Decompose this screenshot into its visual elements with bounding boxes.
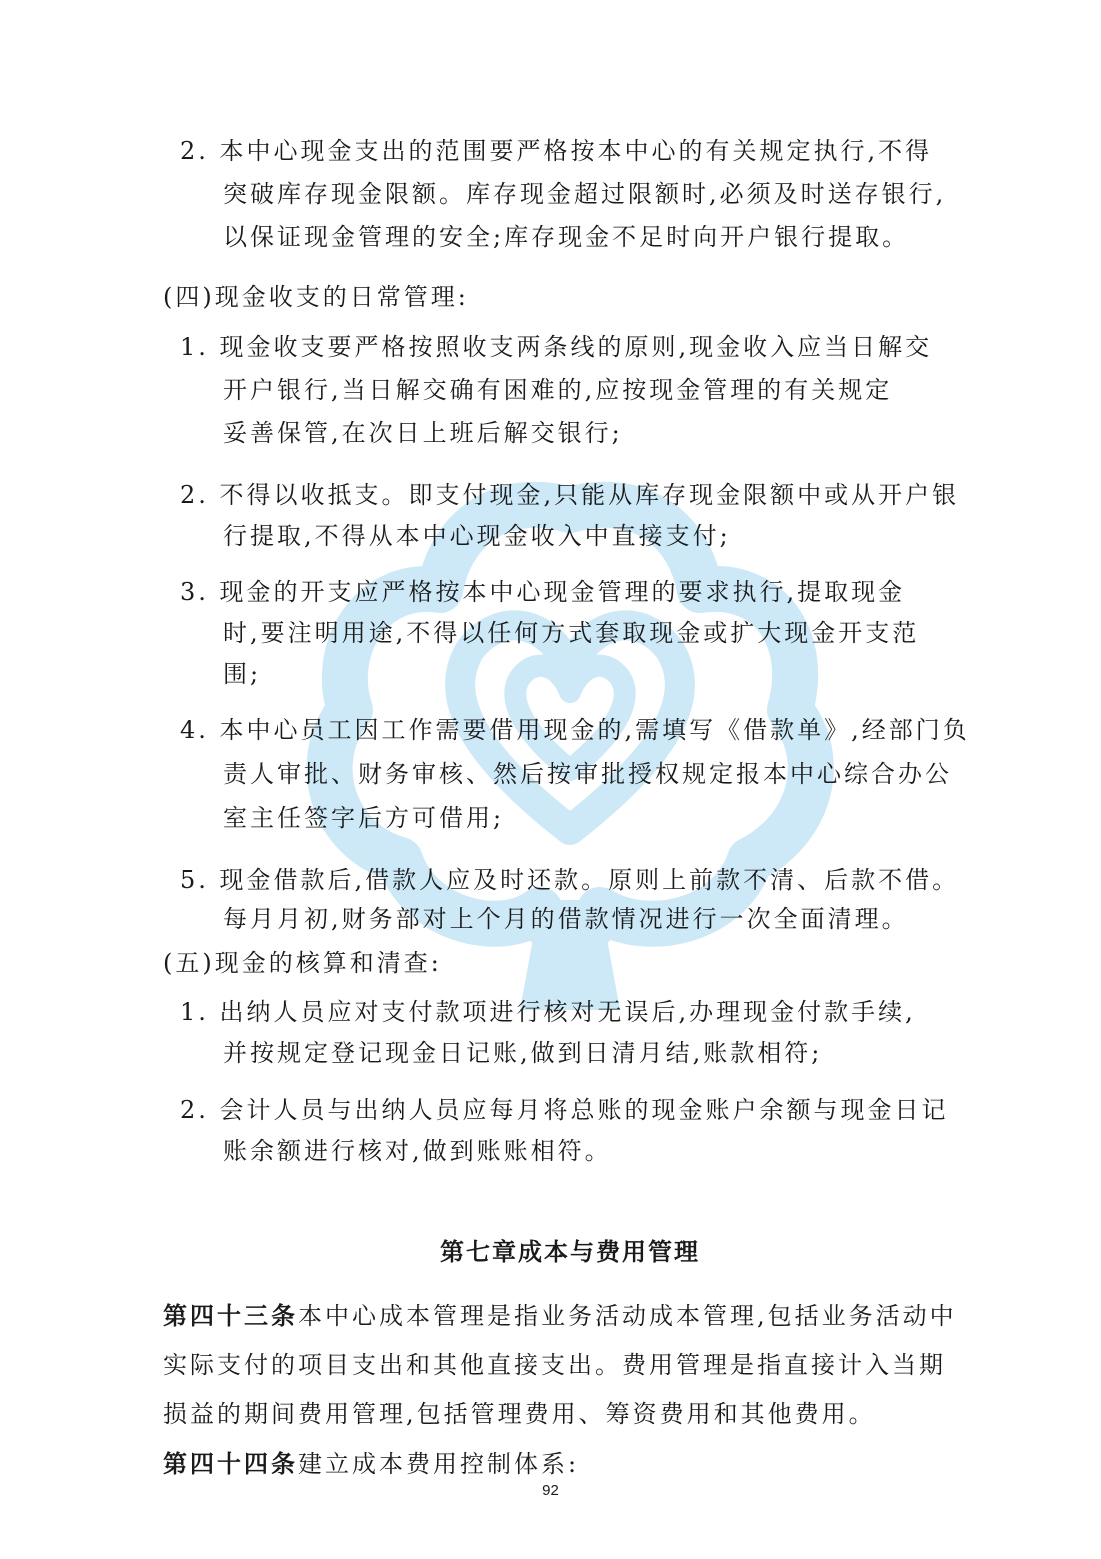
- article-43-line-2: 实际支付的项目支出和其他直接支出。费用管理是指直接计入当期: [163, 1351, 946, 1379]
- daily-item-2-line-2: 行提取,不得从本中心现金收入中直接支付;: [223, 522, 731, 550]
- daily-item-1-line-2: 开户银行,当日解交确有困难的,应按现金管理的有关规定: [223, 376, 893, 404]
- daily-item-1-line-1: 1. 现金收支要严格按照收支两条线的原则,现金收入应当日解交: [180, 333, 933, 361]
- page-number: 92: [542, 1482, 559, 1499]
- check-item-2-line-2: 账余额进行核对,做到账账相符。: [223, 1137, 612, 1165]
- check-item-1-line-2: 并按规定登记现金日记账,做到日清月结,账款相符;: [223, 1039, 823, 1067]
- daily-item-4-line-3: 室主任签字后方可借用;: [223, 804, 505, 832]
- daily-item-5-line-2: 每月月初,财务部对上个月的借款情况进行一次全面清理。: [223, 905, 909, 933]
- article-44-line-1: [163, 1449, 579, 1479]
- daily-item-2-line-1: 2. 不得以收抵支。即支付现金,只能从库存现金限额中或从开户银: [180, 481, 960, 509]
- daily-item-5-line-1: 5. 现金借款后,借款人应及时还款。原则上前款不清、后款不借。: [180, 866, 960, 894]
- article-43-label: 第四十三条: [163, 1301, 298, 1330]
- daily-item-1-line-3: 妥善保管,在次日上班后解交银行;: [223, 419, 623, 447]
- section-4-heading: (四)现金收支的日常管理:: [163, 283, 469, 311]
- article-43-text: 本中心成本管理是指业务活动成本管理,包括业务活动中: [298, 1302, 957, 1330]
- check-item-1-line-1: 1. 出纳人员应对支付款项进行核对无误后,办理现金付款手续,: [180, 998, 916, 1026]
- article-43-line-3: 损益的期间费用管理,包括管理费用、筹资费用和其他费用。: [163, 1400, 876, 1428]
- chapter-title: 第七章成本与费用管理: [440, 1237, 700, 1266]
- cash-item-2-line-3: 以保证现金管理的安全;库存现金不足时向开户银行提取。: [223, 223, 910, 251]
- section-5-heading: (五)现金的核算和清查:: [163, 949, 442, 977]
- cash-item-2-line-1: 2. 本中心现金支出的范围要严格按本中心的有关规定执行,不得: [180, 137, 933, 165]
- check-item-2-line-1: 2. 会计人员与出纳人员应每月将总账的现金账户余额与现金日记: [180, 1096, 949, 1124]
- article-44-label: 第四十四条: [163, 1449, 298, 1478]
- daily-item-3-line-1: 3. 现金的开支应严格按本中心现金管理的要求执行,提取现金: [180, 578, 906, 606]
- daily-item-3-line-2: 时,要注明用途,不得以任何方式套取现金或扩大现金开支范: [223, 619, 920, 647]
- article-44-text: 建立成本费用控制体系:: [298, 1450, 580, 1478]
- cash-item-2-line-2: 突破库存现金限额。库存现金超过限额时,必须及时送存银行,: [223, 180, 947, 208]
- daily-item-4-line-1: 4. 本中心员工因工作需要借用现金的,需填写《借款单》,经部门负: [180, 716, 970, 744]
- article-43-line-1: [163, 1301, 957, 1331]
- daily-item-4-line-2: 责人审批、财务审核、然后按审批授权规定报本中心综合办公: [223, 760, 952, 788]
- daily-item-3-line-3: 围;: [223, 660, 262, 688]
